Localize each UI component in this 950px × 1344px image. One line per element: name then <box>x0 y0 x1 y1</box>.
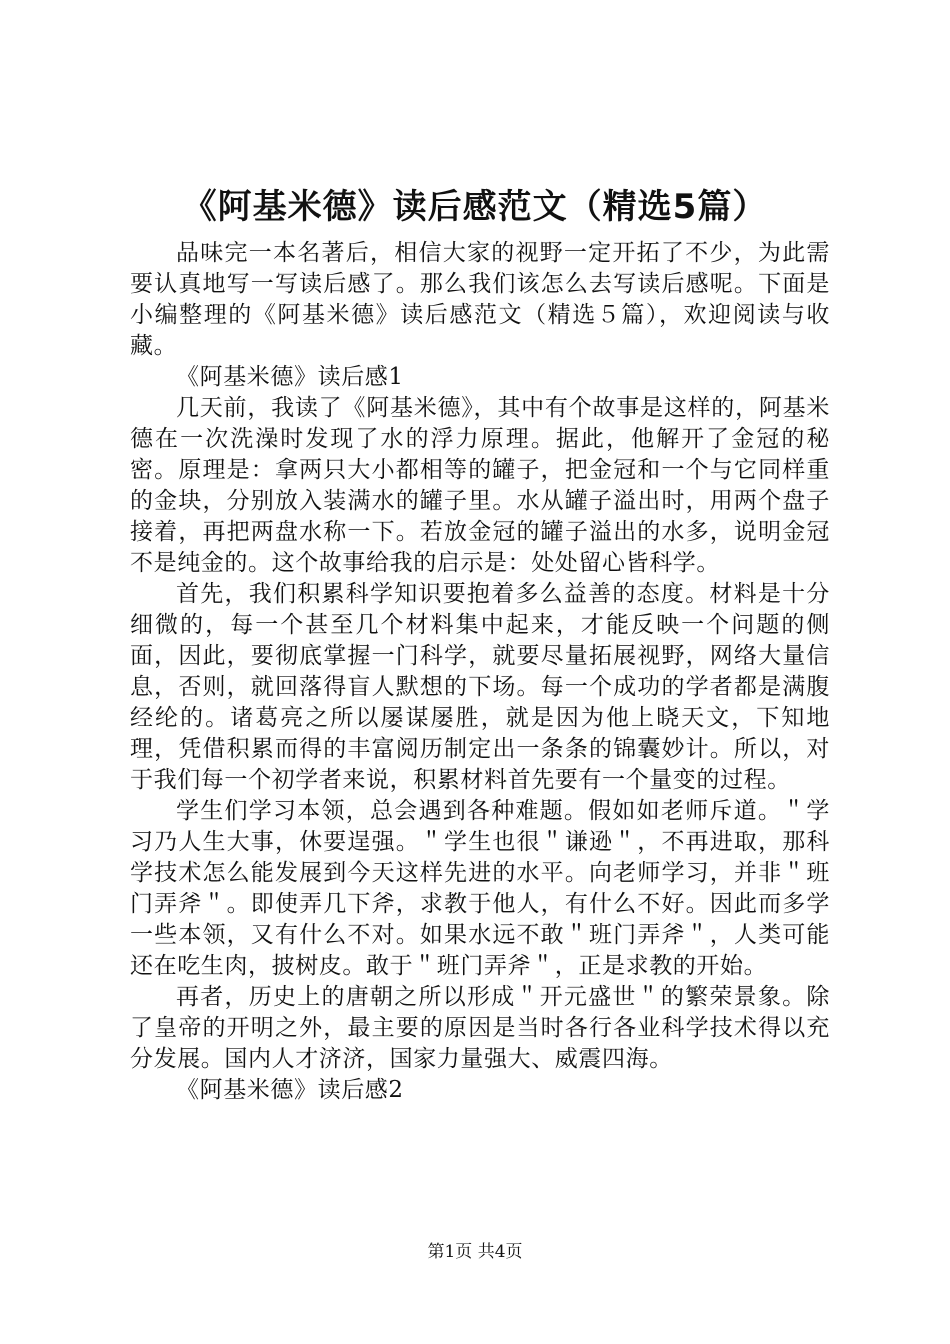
body-paragraph: 几天前，我读了《阿基米德》，其中有个故事是这样的，阿基米德在一次洗澡时发现了水的浮力原理。据此，他解开了金冠的秘密。原理是：拿两只大小都相等的罐子，把金冠和一个与它同样重的金块，分别放入装满水的罐子里。水从罐子溢出时，用两个盘子接着，再把两盘水称一下。若放金冠的罐子溢出的水多，说明金冠不是纯金的。这个故事给我的启示是：处处留心皆科学。 <box>130 395 830 576</box>
document-title: 《阿基米德》读后感范文（精选5篇） <box>182 187 768 227</box>
page-number-footer: 第1页 共4页 <box>427 1242 523 1262</box>
section-heading-1: 《阿基米德》读后感1 <box>176 364 404 390</box>
body-paragraph: 首先，我们积累科学知识要抱着多么益善的态度。材料是十分细微的，每一个甚至几个材料集中起来，才能反映一个问题的侧面，因此，要彻底掌握一门科学，就要尽量拓展视野，网络大量信息，否则，就回落得盲人默想的下场。每一个成功的学者都是满腹经纶的。诸葛亮之所以屡谋屡胜，就是因为他上晓天文，下知地理，凭借积累而得的丰富阅历制定出一条条的锦囊妙计。所以，对于我们每一个初学者来说，积累材料首先要有一个量变的过程。 <box>130 581 830 793</box>
section-heading-2: 《阿基米德》读后感2 <box>176 1077 404 1103</box>
body-paragraph: 学生们学习本领，总会遇到各种难题。假如如老师斥道。＂学习乃人生大事，休要逞强。＂学生也很＂谦逊＂，不再进取，那科学技术怎么能发展到今天这样先进的水平。向老师学习，并非＂班门弄斧＂。即使弄几下斧，求教于他人，有什么不好。因此而多学一些本领，又有什么不对。如果水远不敢＂班门弄斧＂，人类可能还在吃生肉，披树皮。敢于＂班门弄斧＂，正是求教的开始。 <box>130 798 830 979</box>
document-body <box>130 238 830 1106</box>
intro-paragraph: 品味完一本名著后，相信大家的视野一定开拓了不少，为此需要认真地写一写读后感了。那么我们该怎么去写读后感呢。下面是小编整理的《阿基米德》读后感范文（精选５篇），欢迎阅读与收藏。 <box>130 240 830 359</box>
body-paragraph: 再者，历史上的唐朝之所以形成＂开元盛世＂的繁荣景象。除了皇帝的开明之外，最主要的原因是当时各行各业科学技术得以充分发展。国内人才济济，国家力量强大、威震四海。 <box>130 984 830 1072</box>
